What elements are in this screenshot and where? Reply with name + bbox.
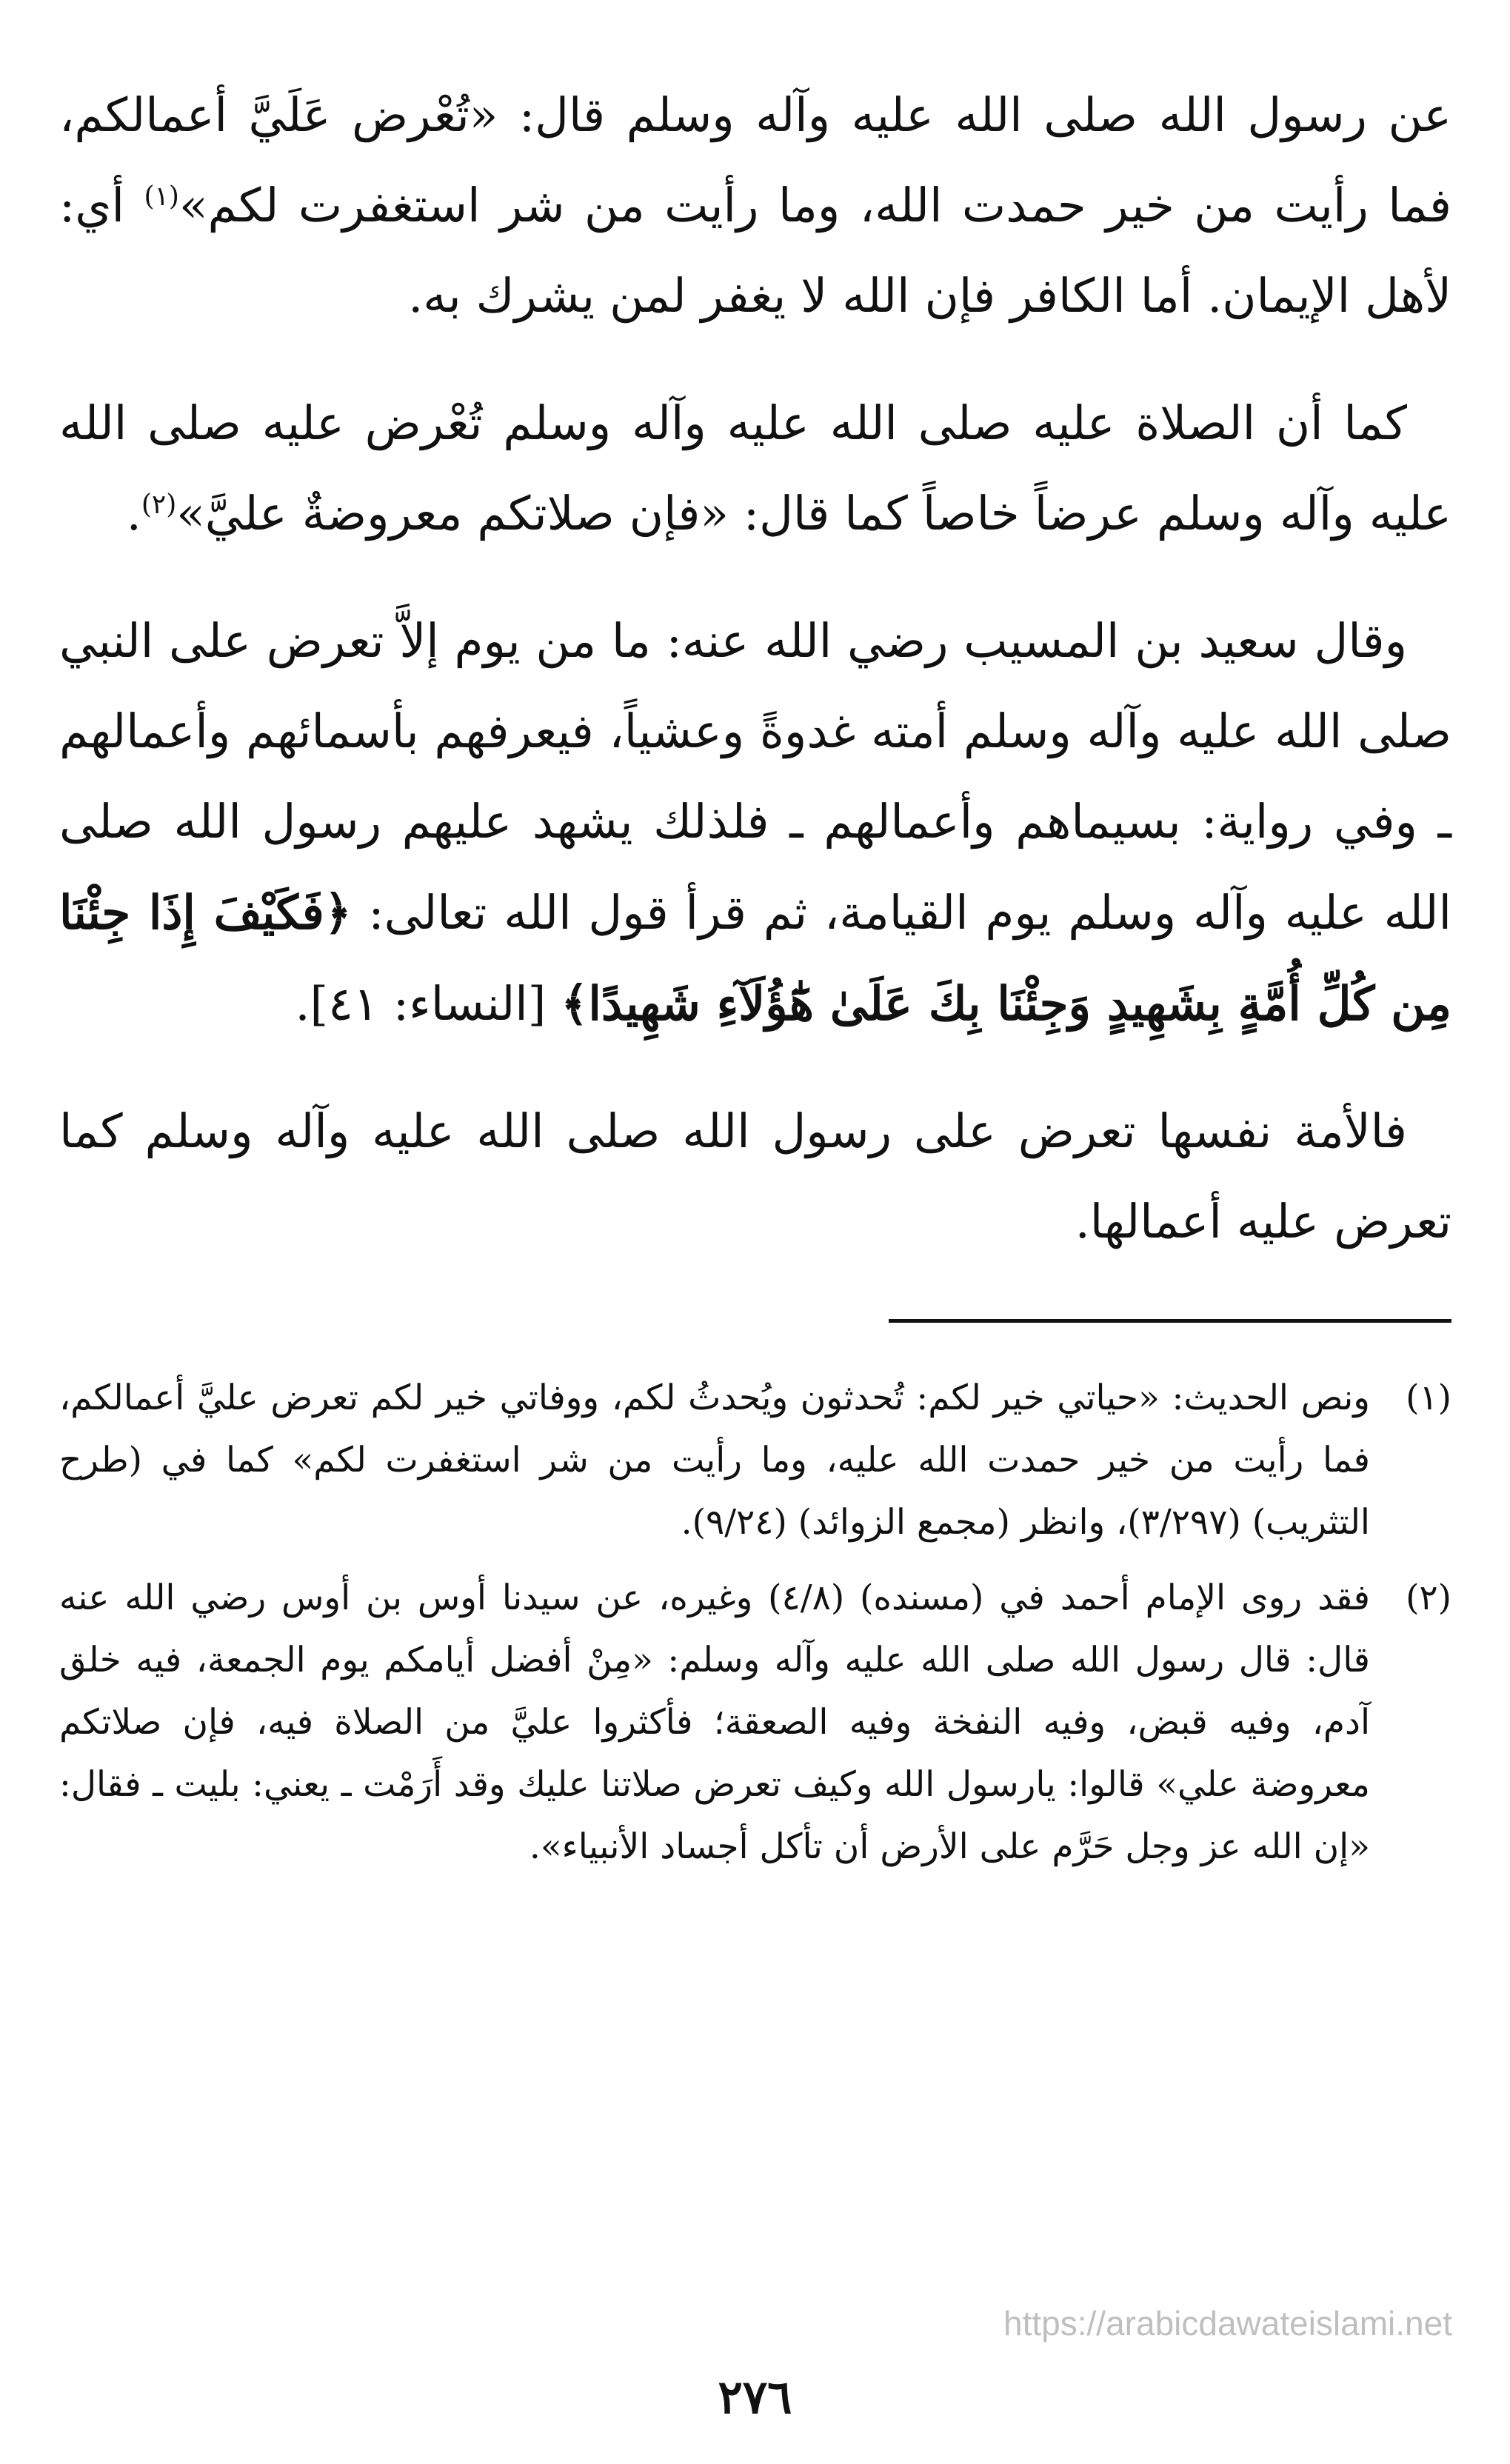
- footnote-ref-2[interactable]: (٢): [141, 490, 177, 520]
- footnote-number: (١): [1406, 1378, 1451, 1418]
- page-number: ٢٧٦: [718, 2370, 792, 2424]
- quran-verse: ﴿فَكَيْفَ إِذَا جِئْنَا مِن كُلِّ أُمَّةٍ بِشَهِيدٍ وَجِئْنَا بِكَ عَلَىٰ هَٰٓؤُلَآءِ شَهِيدًا﴾: [59, 885, 1451, 1031]
- footnote-text: ونص الحديث: «حياتي خير لكم: تُحدثون ويُحدثُ لكم، ووفاتي خير لكم تعرض عليَّ أعمالكم، فما رأيت من خير حمدت الله عليه، وما رأيت من شر استغفرت لكم» كما في (طرح التثريب) (٣/٢٩٧)، وانظر (مجمع الزوائد) (٩/٢٤).: [59, 1378, 1370, 1543]
- footnote-number: (٢): [1406, 1577, 1451, 1618]
- footnote-ref-1[interactable]: (١): [144, 181, 179, 212]
- watermark-url: https://arabicdawateislami.net: [1003, 2304, 1452, 2343]
- paragraph-2-text-cont: .: [126, 487, 141, 541]
- paragraph-1-text: عن رسول الله صلى الله عليه وآله وسلم قال: «تُعْرض عَلَيَّ أعمالكم، فما رأيت من خير حمدت الله، وما رأيت من شر استغفرت لكم»: [59, 88, 1451, 233]
- paragraph-3: [59, 596, 1451, 1049]
- quran-reference: [النساء: ٤١].: [295, 977, 561, 1031]
- footnote-separator: [889, 1319, 1451, 1323]
- paragraph-1: [59, 70, 1451, 341]
- paragraph-2-text: كما أن الصلاة عليه صلى الله عليه وآله وسلم تُعْرض عليه صلى الله عليه وآله وسلم عرضاً خاصاً كما قال: «فإن صلاتكم معروضةٌ عليَّ»: [59, 396, 1451, 541]
- footnote-1: [59, 1367, 1451, 1554]
- paragraph-2: [59, 378, 1451, 559]
- footnote-2: [59, 1567, 1451, 1878]
- main-text: [59, 70, 1451, 1267]
- paragraph-4: [59, 1086, 1451, 1267]
- footnotes: [59, 1367, 1451, 1878]
- paragraph-1-text-cont: أي: لأهل الإيمان. أما الكافر فإن الله لا يغفر لمن يشرك به.: [59, 178, 1451, 323]
- book-page: [59, 70, 1451, 2425]
- footnote-text: فقد روى الإمام أحمد في (مسنده) (٤/٨) وغيره، عن سيدنا أوس بن أوس رضي الله عنه قال: قال رسول الله صلى الله عليه وآله وسلم: «مِنْ أفضل أيامكم يوم الجمعة، فيه خلق آدم، وفيه قبض، وفيه النفخة وفيه الصعقة؛ فأكثروا عليَّ من الصلاة فيه، فإن صلاتكم معروضة علي» قالوا: يارسول الله وكيف تعرض صلاتنا عليك وقد أَرَمْت ـ يعني: بليت ـ فقال: «إن الله عز وجل حَرَّم على الأرض أن تأكل أجساد الأنبياء».: [59, 1577, 1370, 1867]
- paragraph-4-text: فالأمة نفسها تعرض على رسول الله صلى الله عليه وآله وسلم كما تعرض عليه أعمالها.: [59, 1104, 1451, 1249]
- paragraph-3-text: وقال سعيد بن المسيب رضي الله عنه: ما من يوم إلاَّ تعرض على النبي صلى الله عليه وآله وسلم أمته غدوةً وعشياً، فيعرفهم بأسمائهم وأعمالهم ـ وفي رواية: بسيماهم وأعمالهم ـ فلذلك يشهد عليهم رسول الله صلى الله عليه وآله وسلم يوم القيامة، ثم قرأ قول الله تعالى:: [59, 614, 1451, 940]
